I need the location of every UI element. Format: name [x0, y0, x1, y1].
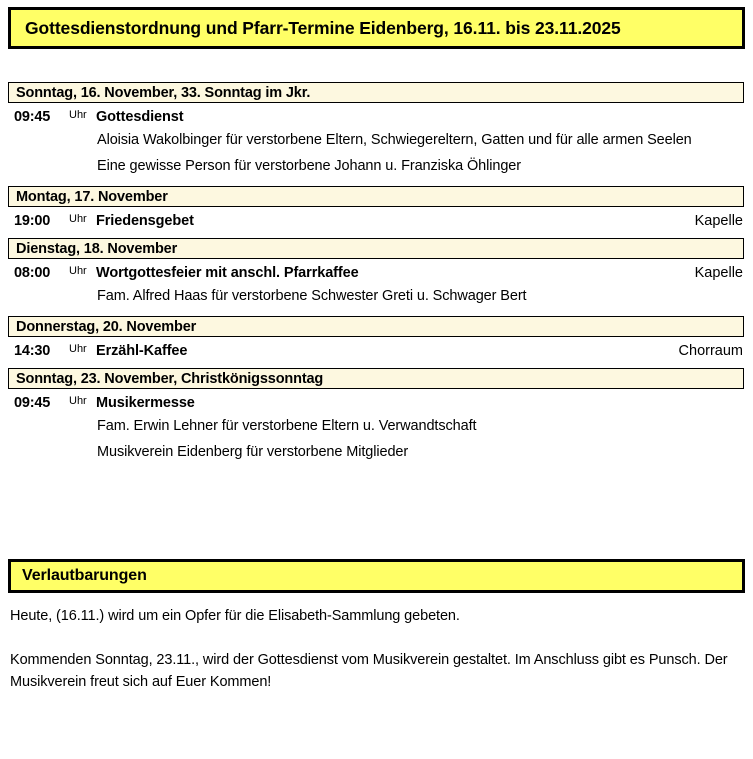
- day-header-label: Dienstag, 18. November: [16, 240, 178, 257]
- entry-time-unit: Uhr: [69, 395, 87, 408]
- day-block: [0, 82, 753, 186]
- schedule-entry: [0, 337, 753, 359]
- day-header-label: Montag, 17. November: [16, 188, 168, 205]
- entry-time-unit: Uhr: [69, 343, 87, 356]
- entry-description: Musikverein Eidenberg für verstorbene Mitglieder: [97, 444, 409, 461]
- block-spacer: [0, 177, 753, 186]
- announcements-title: Verlautbarungen: [22, 567, 147, 584]
- title-banner: [8, 7, 745, 49]
- entry-description: Fam. Alfred Haas für verstorbene Schwester Greti u. Schwager Bert: [97, 288, 527, 305]
- entry-title: Gottesdienst: [96, 109, 184, 125]
- day-header: [8, 82, 744, 103]
- entry-time: 09:45: [14, 109, 51, 125]
- announcement-paragraph: Kommenden Sonntag, 23.11., wird der Gottesdienst vom Musikverein gestaltet. Im Anschluss gibt es Punsch. Der Musikverein freut sich auf Euer Kommen!: [10, 651, 728, 690]
- block-spacer: [0, 359, 753, 368]
- schedule-entry: [0, 389, 753, 411]
- block-spacer: [0, 463, 753, 472]
- entry-time: 08:00: [14, 265, 51, 282]
- day-header: [8, 316, 744, 337]
- day-header-label: Sonntag, 16. November, 33. Sonntag im Jkr.: [16, 84, 311, 101]
- day-header-label: Donnerstag, 20. November: [16, 318, 197, 335]
- day-block: [0, 186, 753, 238]
- day-block: [0, 368, 753, 472]
- day-header: [8, 238, 744, 259]
- announcement-paragraph: Heute, (16.11.) wird um ein Opfer für die Elisabeth-Sammlung gebeten.: [10, 608, 460, 624]
- announcements-body: [10, 606, 728, 715]
- schedule-entry: [0, 103, 753, 125]
- entry-description: Fam. Erwin Lehner für verstorbene Eltern u. Verwandtschaft: [97, 418, 477, 435]
- entry-time: 09:45: [14, 395, 51, 412]
- page-title: Gottesdienstordnung und Pfarr-Termine Eidenberg, 16.11. bis 23.11.2025: [25, 17, 621, 38]
- entry-description: Eine gewisse Person für verstorbene Johann u. Franziska Öhlinger: [97, 158, 521, 175]
- entry-title: Friedensgebet: [96, 213, 194, 230]
- day-block: [0, 238, 753, 316]
- entry-time-unit: Uhr: [69, 109, 87, 121]
- block-spacer: [0, 229, 753, 238]
- entry-time: 19:00: [14, 213, 51, 230]
- entry-time-unit: Uhr: [69, 265, 87, 278]
- entry-time: 14:30: [14, 343, 51, 360]
- schedule-entry: [0, 259, 753, 281]
- entry-title: Musikermesse: [96, 395, 195, 412]
- block-spacer: [0, 307, 753, 316]
- entry-location: Chorraum: [678, 343, 743, 360]
- entry-title: Wortgottesfeier mit anschl. Pfarrkaffee: [96, 265, 359, 282]
- entry-location: Kapelle: [694, 265, 743, 282]
- day-block: [0, 316, 753, 368]
- schedule-entry: [0, 207, 753, 229]
- entry-description: Aloisia Wakolbinger für verstorbene Eltern, Schwiegereltern, Gatten und für alle armen Seelen: [97, 132, 692, 148]
- day-header: [8, 186, 744, 207]
- day-header: [8, 368, 744, 389]
- announcements-banner: [8, 559, 745, 593]
- entry-time-unit: Uhr: [69, 213, 87, 226]
- entry-title: Erzähl-Kaffee: [96, 343, 188, 360]
- schedule-list: [0, 82, 753, 472]
- day-header-label: Sonntag, 23. November, Christkönigssonntag: [16, 370, 324, 387]
- entry-location: Kapelle: [694, 213, 743, 230]
